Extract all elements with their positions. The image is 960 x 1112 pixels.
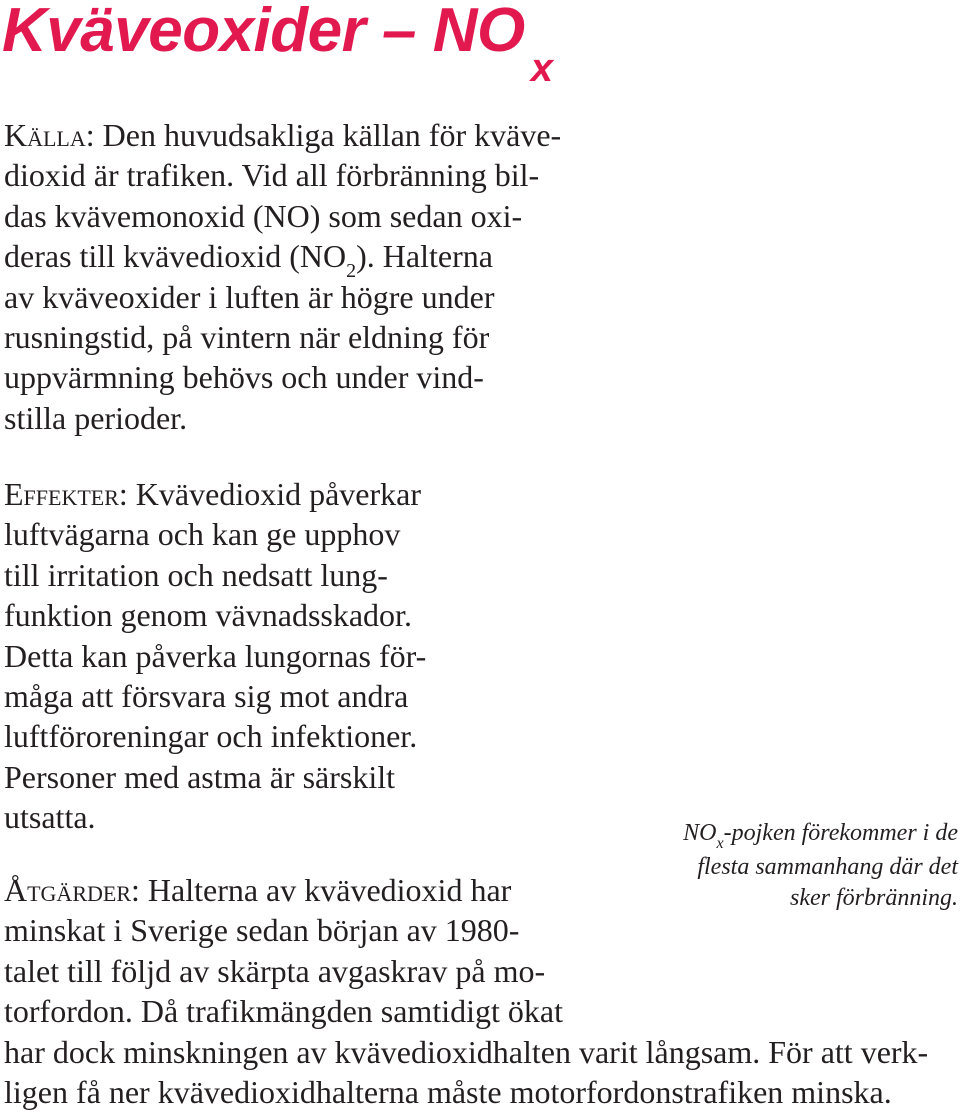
caption-subscript: x: [716, 835, 724, 852]
text-line: luftföroreningar och infektioner.: [4, 718, 418, 755]
text-line: dioxid är trafiken. Vid all förbränning bil-: [4, 157, 540, 194]
title-main: Kväveoxider – NO: [2, 0, 525, 65]
text-line: funktion genom vävnadsskador.: [4, 597, 412, 634]
text-line: av kväveoxider i luften är högre under: [4, 278, 495, 315]
text-line: ). Halterna: [356, 238, 493, 275]
text-line: talet till följd av skärpta avgaskrav på mo-: [4, 952, 546, 989]
text-line: torfordon. Då trafikmängden samtidigt ökat: [4, 993, 563, 1030]
caption-text: NO: [683, 820, 717, 846]
text-line: : Kvävedioxid påverkar: [118, 476, 422, 512]
caption-text: flesta sammanhang där det: [697, 853, 958, 880]
section-label-kalla: Källa: [4, 117, 86, 153]
text-line: Detta kan påverka lungornas för-: [4, 637, 427, 674]
text-line: stilla perioder.: [4, 399, 188, 436]
text-line: : Den huvudsakliga källan för kväve-: [85, 117, 562, 153]
section-effekter: [4, 474, 426, 838]
title-subscript: x: [530, 46, 553, 90]
text-line: ligen få ner kvävedioxidhalterna måste motorfordonstrafiken minska.: [4, 1073, 892, 1110]
text-line: deras till kvävedioxid (NO: [4, 238, 347, 275]
section-label-atgarder: Åtgärder: [4, 872, 131, 908]
text-line: uppvärmning behövs och under vind-: [4, 359, 484, 396]
text-line: das kvävemonoxid (NO) som sedan oxi-: [4, 197, 523, 234]
text-line: har dock minskningen av kvävedioxidhalten varit långsam. För att verk-: [4, 1033, 929, 1070]
text-line: till irritation och nedsatt lung-: [4, 556, 388, 593]
caption-text: -pojken förekommer i de: [723, 820, 958, 846]
text-line: måga att försvara sig mot andra: [4, 677, 409, 714]
section-label-effekter: Effekter: [4, 476, 119, 512]
image-caption: [618, 818, 958, 915]
text-line: : Halterna av kvävedioxid har: [131, 872, 512, 908]
text-line: utsatta.: [4, 799, 96, 836]
page-title: [2, 0, 553, 90]
text-line: rusningstid, på vintern när eldning för: [4, 318, 490, 355]
subscript: 2: [346, 260, 357, 283]
text-line: minskat i Sverige sedan början av 1980-: [4, 912, 520, 949]
text-line: luftvägarna och kan ge upphov: [4, 516, 401, 553]
caption-text: sker förbränning.: [790, 885, 958, 911]
text-line: Personer med astma är särskilt: [4, 758, 395, 795]
section-kalla: [4, 115, 561, 438]
